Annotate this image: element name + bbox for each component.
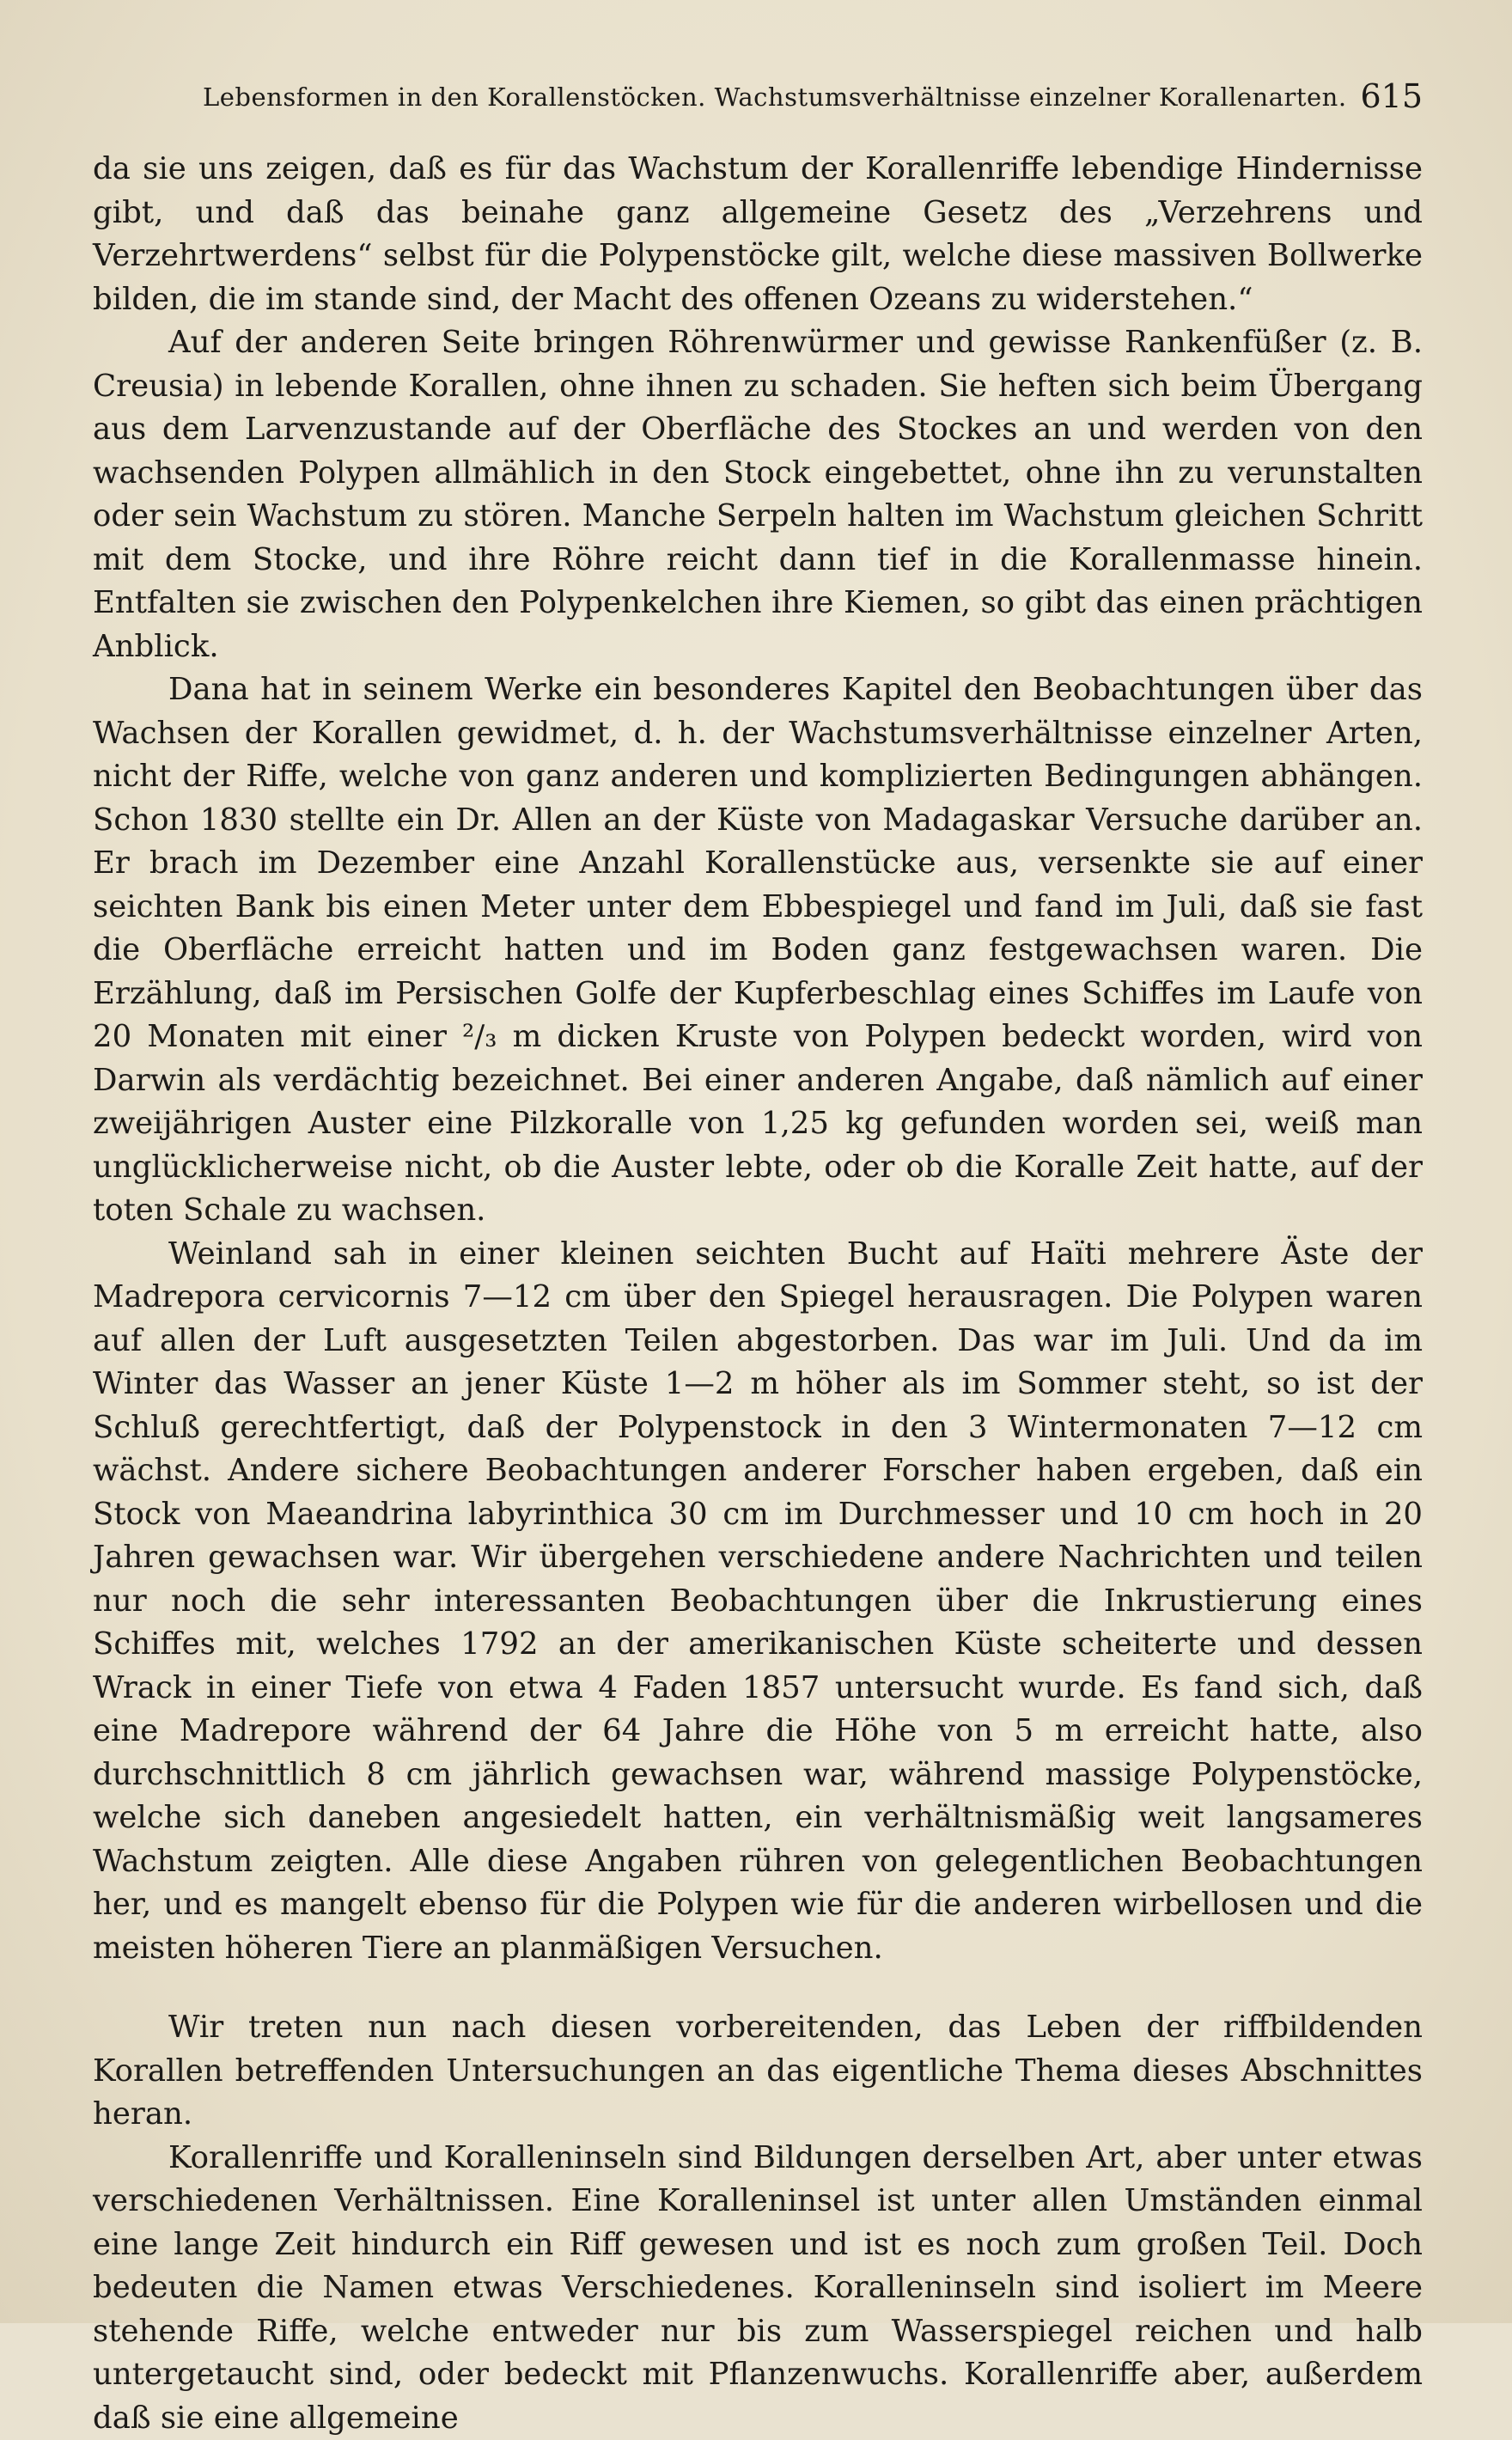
paragraph: Auf der anderen Seite bringen Röhrenwürmer und gewisse Rankenfüßer (z. B. Creusia) in lebende Korallen, ohne ihnen zu schaden. Sie heften sich beim Übergang aus dem Larvenzustande auf der Oberfläche des Stockes an und werden von den wachsenden Polypen allmählich in den Stock eingebettet, ohne ihn zu verunstalten oder sein Wachstum zu stören. Manche Serpeln halten im Wachstum gleichen Schritt mit dem Stocke, und ihre Röhre reicht dann tief in die Korallenmasse hinein. Entfalten sie zwischen den Polypenkelchen ihre Kiemen, so gibt das einen prächtigen Anblick. — [93, 321, 1423, 668]
body-text — [93, 148, 1423, 2440]
paragraph: da sie uns zeigen, daß es für das Wachstum der Korallenriffe lebendige Hindernisse gibt, und daß das beinahe ganz allgemeine Gesetz des „Verzehrens und Verzehrtwerdens“ selbst für die Polypenstöcke gilt, welche diese massiven Bollwerke bilden, die im stande sind, der Macht des offenen Ozeans zu widerstehen.“ — [93, 148, 1423, 321]
paragraph: Wir treten nun nach diesen vorbereitenden, das Leben der riffbildenden Korallen betreffenden Untersuchungen an das eigentliche Thema dieses Abschnittes heran. — [93, 2006, 1423, 2137]
page-number: 615 — [1360, 77, 1423, 115]
paragraph: Korallenriffe und Koralleninseln sind Bildungen derselben Art, aber unter etwas verschiedenen Verhältnissen. Eine Koralleninsel ist unter allen Umständen einmal eine lange Zeit hindurch ein Riff gewesen und ist es noch zum großen Teil. Doch bedeuten die Namen etwas Verschiedenes. Koralleninseln sind isoliert im Meere stehende Riffe, welche entweder nur bis zum Wasserspiegel reichen und halb untergetaucht sind, oder bedeckt mit Pflanzenwuchs. Korallenriffe aber, außerdem daß sie eine allgemeine — [93, 2137, 1423, 2440]
paragraph: Weinland sah in einer kleinen seichten Bucht auf Haïti mehrere Äste der Madrepora cervicornis 7—12 cm über den Spiegel herausragen. Die Polypen waren auf allen der Luft ausgesetzten Teilen abgestorben. Das war im Juli. Und da im Winter das Wasser an jener Küste 1—2 m höher als im Sommer steht, so ist der Schluß gerechtfertigt, daß der Polypenstock in den 3 Wintermonaten 7—12 cm wächst. Andere sichere Beobachtungen anderer Forscher haben ergeben, daß ein Stock von Maeandrina labyrinthica 30 cm im Durchmesser und 10 cm hoch in 20 Jahren gewachsen war. Wir übergehen verschiedene andere Nachrichten und teilen nur noch die sehr interessanten Beobachtungen über die Inkrustierung eines Schiffes mit, welches 1792 an der amerikanischen Küste scheiterte und dessen Wrack in einer Tiefe von etwa 4 Faden 1857 untersucht wurde. Es fand sich, daß eine Madrepore während der 64 Jahre die Höhe von 5 m erreicht hatte, also durchschnittlich 8 cm jährlich gewachsen war, während massige Polypenstöcke, welche sich daneben angesiedelt hatten, ein verhältnismäßig weit langsameres Wachstum zeigten. Alle diese Angaben rühren von gelegentlichen Beobachtungen her, und es mangelt ebenso für die Polypen wie für die anderen wirbellosen und die meisten höheren Tiere an planmäßigen Versuchen. — [93, 1233, 1423, 1971]
running-head: Lebensformen in den Korallenstöcken. Wachstumsverhältnisse einzelner Korallenarten. — [203, 82, 1347, 112]
paragraph: Dana hat in seinem Werke ein besonderes Kapitel den Beobachtungen über das Wachsen der Korallen gewidmet, d. h. der Wachstumsverhältnisse einzelner Arten, nicht der Riffe, welche von ganz anderen und komplizierten Bedingungen abhängen. Schon 1830 stellte ein Dr. Allen an der Küste von Madagaskar Versuche darüber an. Er brach im Dezember eine Anzahl Korallenstücke aus, versenkte sie auf einer seichten Bank bis einen Meter unter dem Ebbespiegel und fand im Juli, daß sie fast die Oberfläche erreicht hatten und im Boden ganz festgewachsen waren. Die Erzählung, daß im Persischen Golfe der Kupferbeschlag eines Schiffes im Laufe von 20 Monaten mit einer ²/₃ m dicken Kruste von Polypen bedeckt worden, wird von Darwin als verdächtig bezeichnet. Bei einer anderen Angabe, daß nämlich auf einer zweijährigen Auster eine Pilzkoralle von 1,25 kg gefunden worden sei, weiß man unglücklicherweise nicht, ob die Auster lebte, oder ob die Koralle Zeit hatte, auf der toten Schale zu wachsen. — [93, 668, 1423, 1233]
page-header — [203, 82, 1423, 125]
